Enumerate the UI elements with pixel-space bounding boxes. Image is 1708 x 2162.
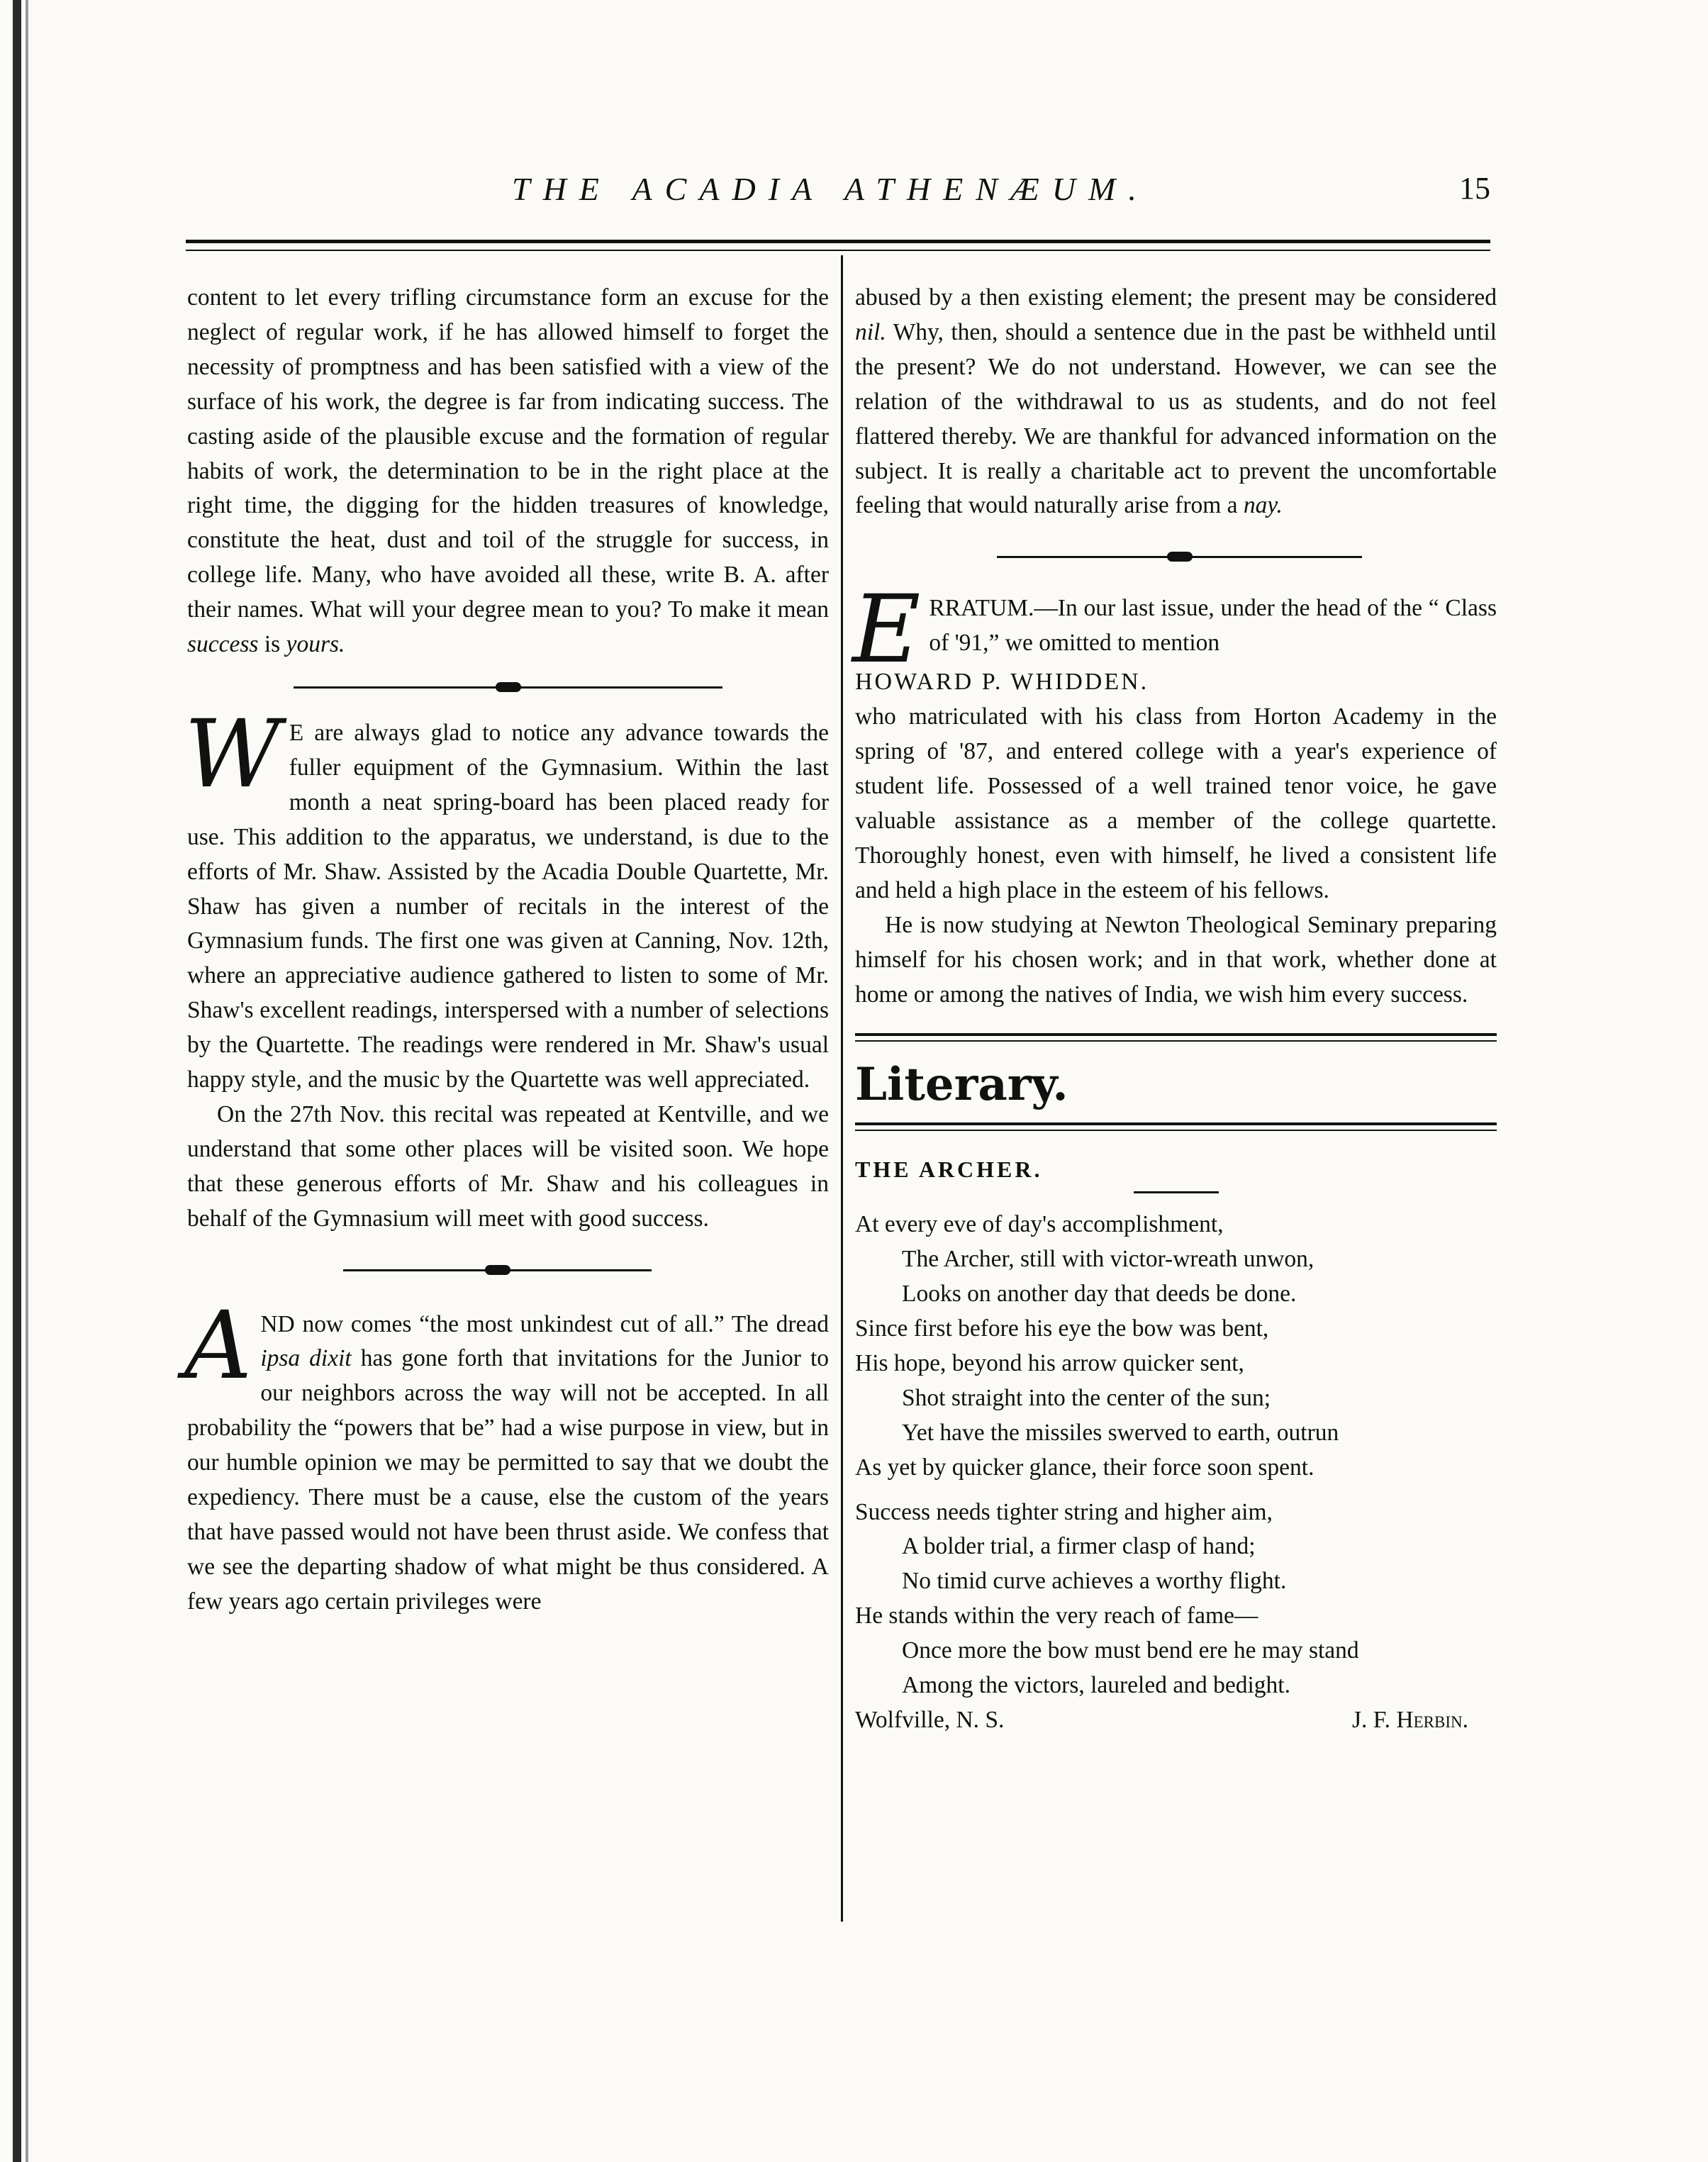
drop-cap-a: A [184, 1291, 252, 1400]
ipsa-dixit-paragraph [184, 1291, 830, 1620]
poem-line: Since first before his eye the bow was bent, [855, 1315, 1269, 1342]
poem-line: Among the victors, laureled and bedight. [902, 1672, 1290, 1699]
ipsa-text-b: has gone forth that invitations for the Junior to our neighbors across the way will not be accepted. In all probability the “powers that be” had a wise purpose in view, but in our humble opinion we may be permitted to say that we doubt the expediency. There must be a cause, else the custom of the years that have passed would not have been thrust aside. We confess that we see the departing shadow of what might be thus considered. A few years ago certain privileges were [187, 1345, 830, 1615]
kentville-paragraph: On the 27th Nov. this recital was repeated at Kentville, and we understand that some other places will be visited soon. We hope that these generous efforts of Mr. Shaw and his colleagues in behalf of the Gymnasium will meet with good success. [187, 1100, 829, 1232]
gymnasium-paragraph [184, 699, 829, 1098]
success-emphasis: success [187, 631, 259, 658]
literary-rule-top-thin [855, 1040, 1497, 1042]
success-paragraph [187, 281, 829, 662]
success-text: content to let every trifling circumstance form an excuse for the neglect of regular work, if he has allowed himself to forget the necessity of promptness and has been satisfied with a view of the surface of his work, the degree is far from indicating success. The casting aside of the plausible excuse and the formation of regular habits of work, the determination to be in the right place at the right time, the digging for the hidden treasures of knowledge, constitute the heat, dust and toil of the struggle for success, in college life. Many, who have avoided all these, write B. A. after their names. What will your degree mean to you? To make it mean [187, 284, 829, 623]
divider-ornament [496, 682, 521, 692]
ipsa-dixit-emphasis: ipsa dixit [260, 1345, 352, 1372]
poem-line: His hope, beyond his arrow quicker sent, [855, 1349, 1244, 1376]
poem-line: Yet have the missiles swerved to earth, outrun [902, 1419, 1339, 1446]
literary-heading: Literary. [855, 1058, 1068, 1112]
poem-line: Success needs tighter string and higher aim, [855, 1498, 1273, 1525]
section-divider [997, 539, 1362, 574]
left-column [184, 281, 830, 1620]
poem-line: Shot straight into the center of the sun; [902, 1384, 1271, 1411]
poem-line: Looks on another day that deeds be done. [902, 1281, 1297, 1308]
poem-title: THE ARCHER. [855, 1157, 1043, 1183]
literary-rule-top [855, 1033, 1497, 1036]
literary-rule-bottom [855, 1122, 1497, 1125]
poem-title-rule [1134, 1191, 1219, 1193]
divider-ornament [485, 1265, 510, 1275]
poem-line: He stands within the very reach of fame— [855, 1603, 1258, 1629]
column-rule [841, 255, 843, 1922]
binding-edge [13, 0, 21, 2162]
divider-ornament [1167, 552, 1193, 562]
poem-line: A bolder trial, a firmer clasp of hand; [902, 1533, 1256, 1560]
poem-line: Once more the bow must bend ere he may stand [902, 1637, 1359, 1664]
journal-title: THE ACADIA ATHENÆUM. [512, 171, 1149, 207]
poem-line: No timid curve achieves a worthy flight. [902, 1568, 1287, 1595]
success-joiner: is [264, 631, 281, 658]
continuation-text-b: Why, then, should a sentence due in the past be withheld until the present? We do not understand. However, we can see the relation of the withdrawal to us as students, and do not feel flattered thereby. We are thankful for advanced information on the subject. It is really a charitable act to prevent the uncomfortable feeling that would naturally arise from a [855, 318, 1497, 519]
running-head [186, 170, 1490, 220]
page-number: 15 [1459, 171, 1490, 206]
poem-place: Wolfville, N. S. [855, 1707, 1005, 1733]
whidden-paragraph: who matriculated with his class from Horton Academy in the spring of '87, and entered college with a year's experience of student life. Possessed of a well trained tenor voice, he gave valuable assistance as a member of the college quartette. Thoroughly honest, even with himself, he lived a consistent life and held a high place in the esteem of his fellows. [855, 703, 1497, 903]
poem-line: The Archer, still with victor-wreath unwon, [902, 1246, 1315, 1273]
gymnasium-text: E are always glad to notice any advance towards the fuller equipment of the Gymnasium. Within the last month a neat spring-board has been placed ready for use. This addition to the apparatus, we understand, is due to the efforts of Mr. Shaw. Assisted by the Acadia Double Quartette, Mr. Shaw has given a number of recitals in the interest of the Gymnasium funds. The first one was given at Canning, Nov. 12th, where an appreciative audience gathered to listen to some of Mr. Shaw's excellent readings, interspersed with a number of selections by the Quartette. The readings were rendered in Mr. Shaw's usual happy style, and the music by the Quartette was well appreciated. [187, 719, 829, 1093]
poem-line: At every eve of day's accomplishment, [855, 1211, 1224, 1238]
poem-the-archer [855, 1208, 1497, 1738]
newton-paragraph: He is now studying at Newton Theological Seminary preparing himself for his chosen work; and in that work, whether done at home or among the natives of India, we wish him every success. [855, 911, 1497, 1008]
header-rule-thick [186, 240, 1490, 243]
stanza-break [855, 1486, 1497, 1495]
nay-emphasis: nay. [1243, 492, 1283, 519]
continuation-paragraph [855, 281, 1497, 523]
erratum-text: RRATUM.—In our last issue, under the head of the “ Class of '91,” we omitted to mention [929, 595, 1497, 657]
ipsa-text-a: ND now comes “the most unkindest cut of all.” The dread [260, 1310, 829, 1337]
literary-rule-bottom-thin [855, 1130, 1497, 1131]
right-column [852, 281, 1497, 1738]
section-divider [343, 1252, 652, 1288]
section-divider [294, 669, 722, 705]
binding-edge-shadow [26, 0, 28, 2162]
poem-author: J. F. Herbin. [1351, 1707, 1468, 1733]
drop-cap-w: W [184, 699, 281, 809]
drop-cap-e: E [852, 575, 921, 685]
yours-emphasis: yours. [286, 631, 345, 658]
poem-signature [855, 1703, 1497, 1738]
continuation-text-a: abused by a then existing element; the present may be considered [855, 284, 1497, 311]
header-rule-thin [186, 250, 1490, 251]
whidden-name: HOWARD P. WHIDDEN. [855, 669, 1149, 696]
nil-emphasis: nil. [855, 318, 886, 345]
poem-line: As yet by quicker glance, their force soon spent. [855, 1454, 1315, 1481]
